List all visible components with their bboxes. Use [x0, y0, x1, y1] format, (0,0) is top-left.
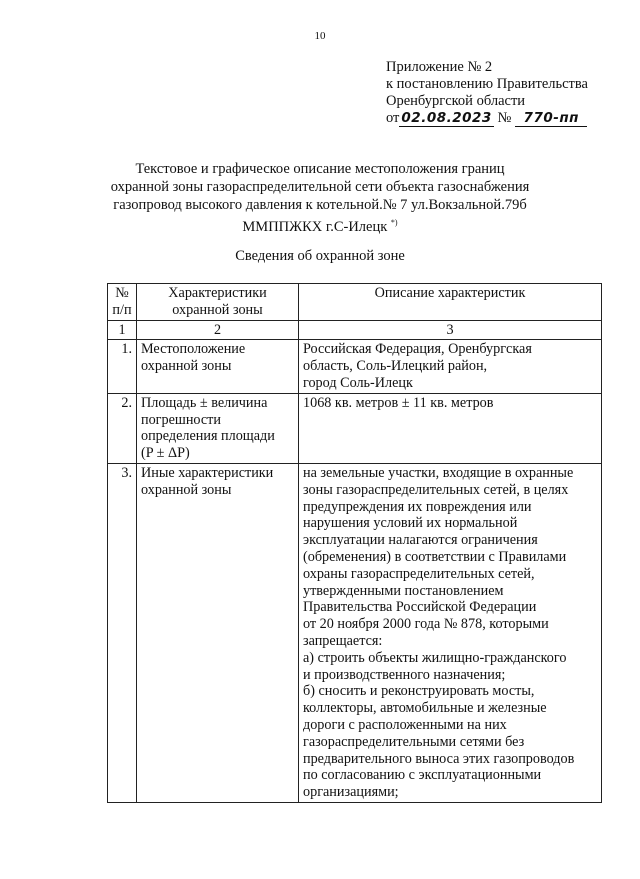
- document-title: [0, 160, 640, 236]
- text-line: (обременения) в соответствии с Правилами: [303, 548, 567, 565]
- text-line: определения площади: [141, 428, 275, 445]
- table-row: [108, 393, 602, 463]
- title-line-4: [0, 214, 640, 236]
- text-line: охранной зоны: [141, 358, 232, 375]
- text-line: нарушения условий их нормальной: [303, 515, 518, 532]
- column-number: 3: [299, 320, 602, 340]
- text-line: организациями;: [303, 784, 399, 801]
- number-sign: №: [497, 110, 512, 126]
- table-row: [108, 463, 602, 802]
- header-characteristic-line: охранной зоны: [172, 301, 263, 318]
- text-line: утвержденными постановлением: [303, 582, 504, 599]
- column-number: 2: [137, 320, 299, 340]
- text-line: по согласованию с эксплуатационными: [303, 767, 542, 784]
- title-line-4-text: ММППЖКХ г.С-Илецк: [242, 218, 388, 235]
- column-number: 1: [108, 320, 137, 340]
- header-description: Описание характеристик: [299, 284, 602, 321]
- text-line: и производственного назначения;: [303, 666, 506, 683]
- text-line: предварительного выноса этих газопроводов: [303, 750, 575, 767]
- text-line: Правительства Российской Федерации: [303, 599, 537, 616]
- table-row: [108, 340, 602, 393]
- text-line: погрешности: [141, 411, 221, 428]
- row-characteristic: [137, 393, 299, 463]
- row-number: 2.: [108, 393, 137, 463]
- appendix-line-1: Приложение № 2: [386, 59, 493, 75]
- page-number: 10: [314, 30, 326, 42]
- text-line: охраны газораспределительных сетей,: [303, 565, 535, 582]
- text-line: запрещается:: [303, 632, 383, 649]
- text-line: газораспределительными сетями без: [303, 733, 525, 750]
- text-line: дороги с расположенными на них: [303, 716, 507, 733]
- row-characteristic: [137, 463, 299, 802]
- handwritten-number: 770-пп: [515, 111, 587, 127]
- row-number: 3.: [108, 463, 137, 802]
- text-line: Российская Федерация, Оренбургская: [303, 341, 532, 358]
- text-line: область, Соль-Илецкий район,: [303, 358, 488, 375]
- row-description: [299, 340, 602, 393]
- section-title: Сведения об охранной зоне: [235, 248, 405, 264]
- text-line: предупреждения их повреждения или: [303, 498, 532, 515]
- title-line-1: Текстовое и графическое описание местоположения границ: [135, 161, 505, 177]
- text-line: город Соль-Илецк: [303, 374, 413, 391]
- header-num: [108, 284, 137, 321]
- handwritten-date: 02.08.2023: [401, 110, 492, 126]
- header-characteristic: [137, 284, 299, 321]
- table-header-row: [108, 284, 602, 321]
- text-line: а) строить объекты жилищно-гражданского: [303, 649, 567, 666]
- text-line: охранной зоны: [141, 481, 232, 498]
- text-line: (P ± ΔP): [141, 445, 190, 462]
- text-line: 1068 кв. метров ± 11 кв. метров: [303, 394, 494, 411]
- appendix-date-line: [386, 110, 626, 127]
- title-line-3: газопровод высокого давления к котельной.№ 7 ул.Вокзальной.79б: [113, 197, 527, 213]
- appendix-header: [386, 59, 626, 127]
- row-description: [299, 393, 602, 463]
- row-description: [299, 463, 602, 802]
- text-line: б) сносить и реконструировать мосты,: [303, 683, 535, 700]
- appendix-line-3: Оренбургской области: [386, 93, 526, 109]
- text-line: эксплуатации налагаются ограничения: [303, 532, 538, 549]
- text-line: Площадь ± величина: [141, 394, 268, 411]
- text-line: от 20 ноября 2000 года № 878, которыми: [303, 616, 549, 633]
- text-line: коллекторы, автомобильные и железные: [303, 700, 547, 717]
- text-line: на земельные участки, входящие в охранные: [303, 464, 574, 481]
- row-characteristic: [137, 340, 299, 393]
- title-line-2: охранной зоны газораспределительной сети объекта газоснабжения: [110, 179, 530, 195]
- row-number: 1.: [108, 340, 137, 393]
- footnote-mark: *): [390, 218, 398, 227]
- column-number-row: [108, 320, 602, 340]
- text-line: зоны газораспределительных сетей, в целях: [303, 481, 569, 498]
- header-characteristic-line: Характеристики: [168, 285, 267, 301]
- header-num-line: п/п: [112, 301, 132, 318]
- text-line: Местоположение: [141, 341, 246, 358]
- protection-zone-table: [107, 283, 602, 803]
- header-num-line: №: [115, 285, 129, 301]
- appendix-line-2: к постановлению Правительства: [386, 76, 588, 92]
- date-prefix: от: [386, 110, 400, 126]
- text-line: Иные характеристики: [141, 464, 274, 481]
